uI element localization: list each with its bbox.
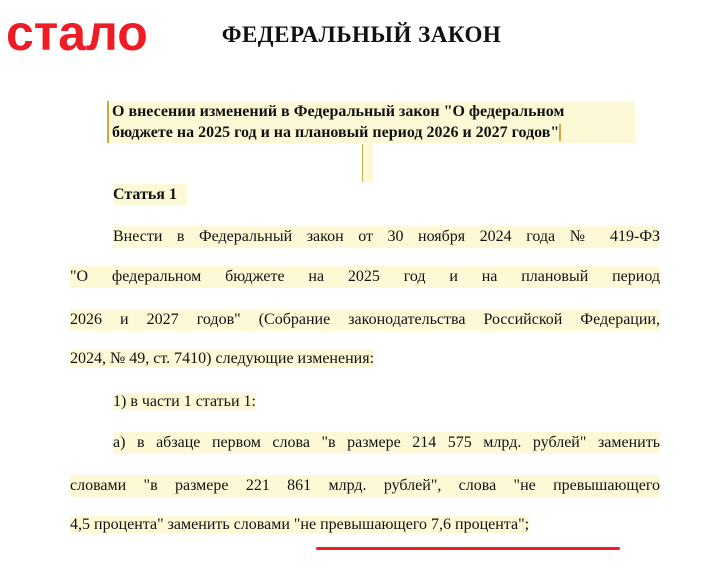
body-line-5: 1) в части 1 статьи 1: [113,393,256,410]
body-line-3: 2026 и 2027 годов" (Собрание законодательства Российской Федерации, [70,309,660,331]
body-line-1: Внести в Федеральный закон от 30 ноября 2024 года № 419-ФЗ [113,226,660,248]
body-line-8: 4,5 процента" заменить словами "не превышающего 7,6 процента"; [70,516,530,533]
stalo-label: стало [6,5,148,61]
law-title: ФЕДЕРАЛЬНЫЙ ЗАКОН [221,22,502,47]
red-underline-annotation [316,547,620,550]
body-line-4-wrap [70,348,374,370]
body-line-4: 2024, № 49, ст. 7410) следующие изменения: [70,350,375,367]
body-line-6: а) в абзаце первом слова "в размере 214 575 млрд. рублей" заменить [113,432,660,454]
body-line-8-wrap [70,514,529,536]
body-line-5-wrap [113,391,256,413]
body-line-2: "О федеральном бюджете на 2025 год и на плановый период [70,266,660,288]
article-heading: Статья 1 [113,184,187,205]
law-subtitle [107,101,635,143]
subtitle-line-2: бюджете на 2025 год и на плановый период 2026 и 2027 годов" [112,124,560,141]
text-cursor-marker [362,144,373,182]
body-line-7: словами "в размере 221 861 млрд. рублей", слова "не превышающего [70,475,660,497]
subtitle-line-1: О внесении изменений в Федеральный закон "О федеральном [112,103,565,120]
